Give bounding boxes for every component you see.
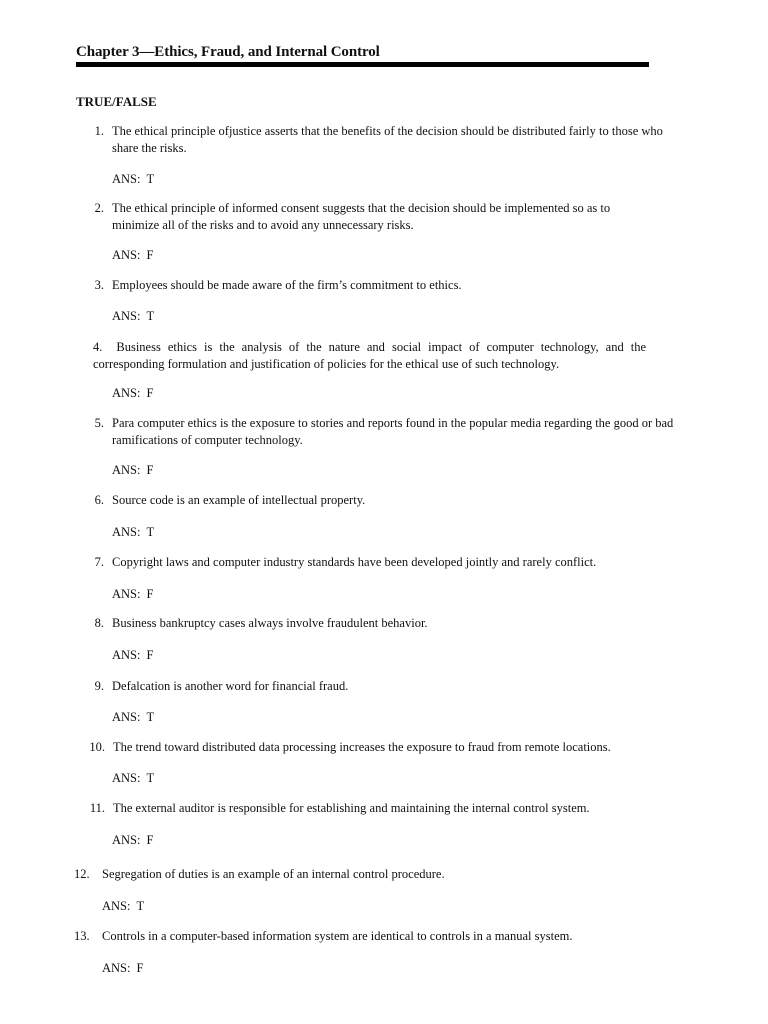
answer-label: ANS: [112,309,141,323]
question-text: The ethical principle ofjustice asserts that the benefits of the decision should be distributed fairly to those who share the risks. [112,124,663,155]
answer-value: F [146,587,154,601]
question-number: 11. [89,801,105,815]
section-heading: TRUE/FALSE [76,94,157,109]
answer-2 [112,248,153,263]
answer-6 [112,525,154,540]
answer-1 [112,172,154,187]
question-13 [74,928,702,945]
question-number: 9. [94,679,104,693]
question-text: Source code is an example of intellectual property. [112,493,366,507]
question-number: 4. [93,340,103,354]
answer-value: F [146,386,154,400]
answer-value: T [146,525,155,539]
question-number: 1. [94,124,104,138]
question-text: Business bankruptcy cases always involve fraudulent behavior. [112,616,428,630]
answer-label: ANS: [112,463,141,477]
question-1 [94,123,672,157]
answer-label: ANS: [102,899,131,913]
answer-5 [112,463,153,478]
question-9 [94,678,672,695]
question-2 [94,200,647,234]
answer-11 [112,833,153,848]
answer-label: ANS: [112,248,141,262]
answer-9 [112,710,154,725]
answer-8 [112,648,153,663]
answer-label: ANS: [112,833,141,847]
title-rule [76,62,649,67]
answer-value: F [146,648,154,662]
question-text: Para computer ethics is the exposure to stories and reports found in the popular media regarding the good or bad ramifications of computer technology. [112,416,674,447]
answer-label: ANS: [112,710,141,724]
question-number: 10. [89,740,105,754]
question-4-body [93,339,646,373]
question-number: 8. [94,616,104,630]
question-5 [94,415,678,449]
question-text: The trend toward distributed data processing increases the exposure to fraud from remote locations. [113,740,611,754]
question-number: 2. [94,201,104,215]
answer-10 [112,771,154,786]
question-number: 3. [94,278,104,292]
question-text: The ethical principle of informed consent suggests that the decision should be implemented so as to minimize all of the risks and to avoid any unnecessary risks. [112,201,611,232]
answer-4 [112,386,153,401]
question-number: 13. [74,929,90,943]
answer-value: T [146,172,155,186]
answer-value: F [136,961,144,975]
question-8 [94,615,672,632]
question-number: 7. [94,555,104,569]
chapter-title: Chapter 3—Ethics, Fraud, and Internal Control [76,44,380,60]
question-text: Defalcation is another word for financial fraud. [112,679,349,693]
question-10 [89,739,713,756]
question-text: The external auditor is responsible for establishing and maintaining the internal control system. [113,801,590,815]
answer-3 [112,309,154,324]
question-text: Segregation of duties is an example of an internal control procedure. [102,867,445,881]
answer-value: F [146,833,154,847]
answer-value: T [136,899,145,913]
question-6 [94,492,672,509]
question-text: Business ethics is the analysis of the nature and social impact of computer technology, and the corresponding formulation and justification of policies for the ethical use of such technology. [93,340,646,371]
answer-value: T [146,771,155,785]
question-text: Employees should be made aware of the firm’s commitment to ethics. [112,278,462,292]
answer-value: F [146,248,154,262]
answer-label: ANS: [112,386,141,400]
answer-label: ANS: [112,771,141,785]
answer-label: ANS: [102,961,131,975]
question-number: 12. [74,867,90,881]
answer-label: ANS: [112,648,141,662]
answer-value: T [146,309,155,323]
question-3 [94,277,672,294]
question-12 [74,866,702,883]
question-text: Copyright laws and computer industry standards have been developed jointly and rarely conflict. [112,555,597,569]
answer-13 [102,961,143,976]
question-11 [89,800,713,817]
answer-label: ANS: [112,525,141,539]
answer-12 [102,899,144,914]
question-number: 5. [94,416,104,430]
question-7 [94,554,712,571]
question-4 [93,339,646,373]
answer-value: T [146,710,155,724]
answer-value: F [146,463,154,477]
answer-label: ANS: [112,172,141,186]
question-text: Controls in a computer-based information system are identical to controls in a manual system. [102,929,573,943]
answer-label: ANS: [112,587,141,601]
answer-7 [112,587,153,602]
question-number: 6. [94,493,104,507]
